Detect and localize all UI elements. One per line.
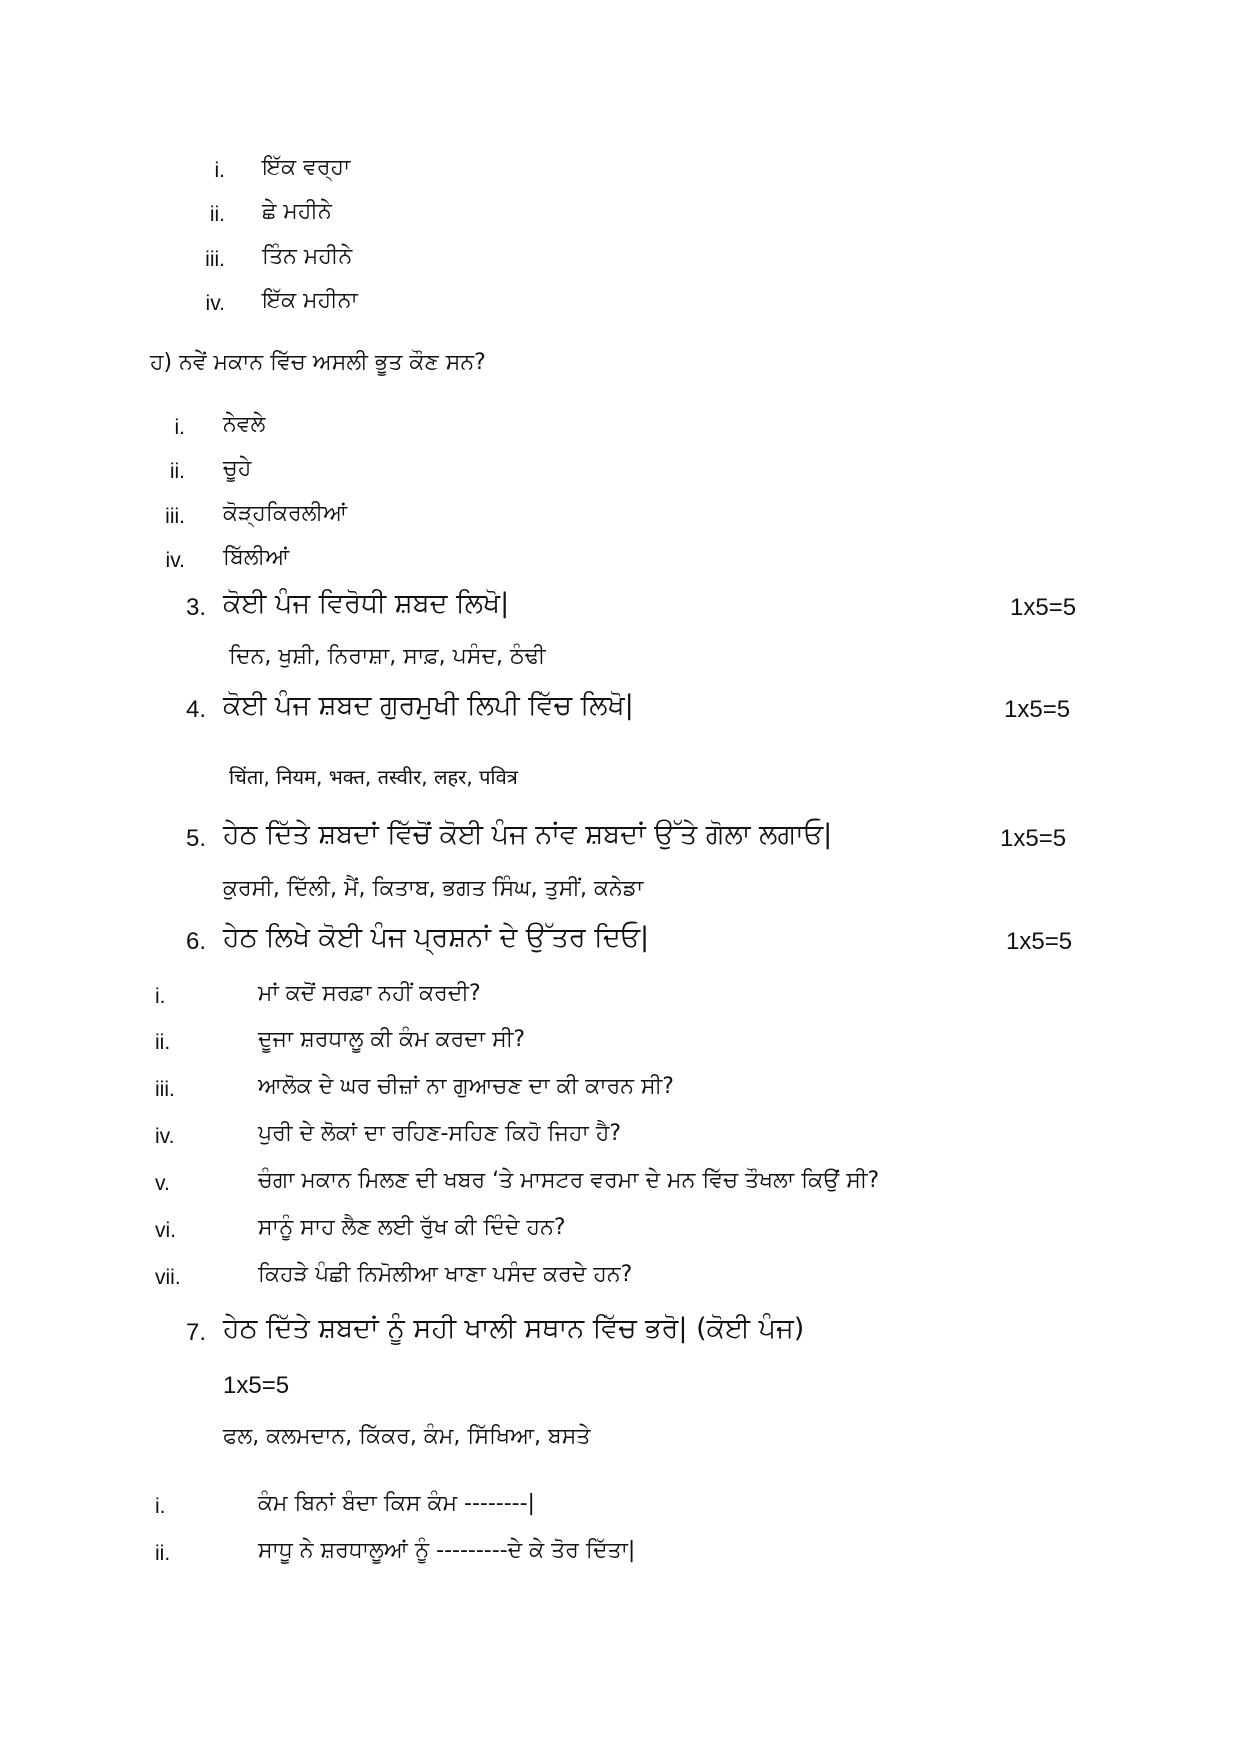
option-text: ਤਿੰਨ ਮਹੀਨੇ — [262, 244, 353, 269]
question-number: 5. — [186, 825, 207, 852]
marks: 1x5=5 — [1000, 825, 1067, 852]
word-list: ਫਲ, ਕਲਮਦਾਨ, ਕਿੱਕਰ, ਕੰਮ, ਸਿੱਖਿਆ, ਬਸਤੇ — [223, 1424, 591, 1449]
option-text: ਕੋੜ੍ਹਕਿਰਲੀਆਂ — [223, 501, 348, 526]
word-list: ਦਿਨ, ਖੁਸ਼ੀ, ਨਿਰਾਸ਼ਾ, ਸਾਫ਼, ਪਸੰਦ, ਠੰਢੀ — [229, 644, 546, 669]
item-text: ਪੁਰੀ ਦੇ ਲੋਕਾਂ ਦਾ ਰਹਿਣ-ਸਹਿਣ ਕਿਹੋ ਜਿਹਾ ਹੈ? — [258, 1121, 622, 1146]
option-text: ਇੱਕ ਮਹੀਨਾ — [262, 288, 358, 313]
item-number: vii. — [155, 1266, 181, 1289]
option-number: i. — [174, 416, 185, 439]
item-number: v. — [155, 1172, 170, 1195]
question-number: 7. — [186, 1319, 207, 1346]
item-text: ਮਾਂ ਕਦੋਂ ਸਰਫ਼ਾ ਨਹੀਂ ਕਰਦੀ? — [258, 981, 481, 1006]
item-text: ਦੂਜਾ ਸ਼ਰਧਾਲੂ ਕੀ ਕੰਮ ਕਰਦਾ ਸੀ? — [258, 1027, 526, 1052]
item-number: i. — [155, 1495, 166, 1518]
option-text: ਚੂਹੇ — [223, 456, 252, 481]
option-number: ii. — [209, 203, 225, 226]
item-number: ii. — [155, 1542, 171, 1565]
blank-item-text: ਕੰਮ ਬਿਨਾਂ ਬੰਦਾ ਕਿਸ ਕੰਮ --------| — [258, 1491, 535, 1516]
option-number: iv. — [165, 549, 185, 572]
question-text: ਕੋਈ ਪੰਜ ਸ਼ਬਦ ਗੁਰਮੁਖੀ ਲਿਪੀ ਵਿੱਚ ਲਿਖੋ| — [223, 690, 634, 721]
item-text: ਆਲੋਕ ਦੇ ਘਰ ਚੀਜ਼ਾਂ ਨਾ ਗੁਆਚਣ ਦਾ ਕੀ ਕਾਰਨ ਸੀ? — [258, 1074, 674, 1099]
question-text: ਹੇਠ ਲਿਖੇ ਕੋਈ ਪੰਜ ਪ੍ਰਸ਼ਨਾਂ ਦੇ ਉੱਤਰ ਦਿਓ| — [223, 922, 650, 953]
option-text: ਬਿੱਲੀਆਂ — [223, 545, 290, 570]
question-number: 3. — [186, 594, 207, 621]
item-text: ਸਾਨੂੰ ਸਾਹ ਲੈਣ ਲਈ ਰੁੱਖ ਕੀ ਦਿੰਦੇ ਹਨ? — [258, 1215, 566, 1240]
question-text: ਹੇਠ ਦਿੱਤੇ ਸ਼ਬਦਾਂ ਨੂੰ ਸਹੀ ਖਾਲੀ ਸਥਾਨ ਵਿੱਚ ਭਰੋ| (ਕੋਈ ਪੰਜ) — [223, 1313, 805, 1344]
word-list: चिंता, नियम, भक्त, तस्वीर, लहर, पवित्र — [229, 765, 518, 789]
option-text: ਇੱਕ ਵਰ੍ਹਾ — [262, 155, 351, 180]
question-number: 6. — [186, 928, 207, 955]
question-text: ਹੇਠ ਦਿੱਤੇ ਸ਼ਬਦਾਂ ਵਿੱਚੋਂ ਕੋਈ ਪੰਜ ਨਾਂਵ ਸ਼ਬਦਾਂ ਉੱਤੇ ਗੋਲਾ ਲਗਾਓ| — [223, 819, 833, 850]
option-number: iv. — [205, 292, 225, 315]
question-h: ਹ) ਨਵੇਂ ਮਕਾਨ ਵਿੱਚ ਅਸਲੀ ਭੂਤ ਕੌਣ ਸਨ? — [150, 350, 486, 375]
item-number: iii. — [155, 1078, 175, 1101]
option-number: ii. — [169, 460, 185, 483]
marks: 1x5=5 — [1010, 594, 1077, 621]
item-number: iv. — [155, 1125, 175, 1148]
blank-item-text: ਸਾਧੂ ਨੇ ਸ਼ਰਧਾਲੂਆਂ ਨੂੰ ---------ਦੇ ਕੇ ਤੋਰ ਦਿੱਤਾ| — [258, 1538, 636, 1563]
word-list: ਕੁਰਸੀ, ਦਿੱਲੀ, ਮੈਂ, ਕਿਤਾਬ, ਭਗਤ ਸਿੰਘ, ਤੁਸੀਂ, ਕਨੇਡਾ — [223, 876, 644, 901]
option-number: i. — [214, 159, 225, 182]
question-number: 4. — [186, 696, 207, 723]
marks: 1x5=5 — [1006, 928, 1073, 955]
marks: 1x5=5 — [223, 1372, 290, 1399]
question-text: ਕੋਈ ਪੰਜ ਵਿਰੋਧੀ ਸ਼ਬਦ ਲਿਖੋ| — [223, 588, 510, 619]
marks: 1x5=5 — [1004, 696, 1071, 723]
item-number: i. — [155, 985, 166, 1008]
item-number: vi. — [155, 1219, 176, 1242]
item-text: ਕਿਹੜੇ ਪੰਛੀ ਨਿਮੋਲੀਆ ਖਾਣਾ ਪਸੰਦ ਕਰਦੇ ਹਨ? — [258, 1262, 633, 1287]
item-number: ii. — [155, 1031, 171, 1054]
option-number: iii. — [205, 248, 225, 271]
option-text: ਛੇ ਮਹੀਨੇ — [262, 199, 332, 224]
option-text: ਨੇਵਲੇ — [223, 412, 266, 437]
item-text: ਚੰਗਾ ਮਕਾਨ ਮਿਲਣ ਦੀ ਖਬਰ ‘ਤੇ ਮਾਸਟਰ ਵਰਮਾ ਦੇ ਮਨ ਵਿੱਚ ਤੌਖਲਾ ਕਿਉਂ ਸੀ? — [258, 1168, 880, 1193]
option-number: iii. — [165, 505, 185, 528]
